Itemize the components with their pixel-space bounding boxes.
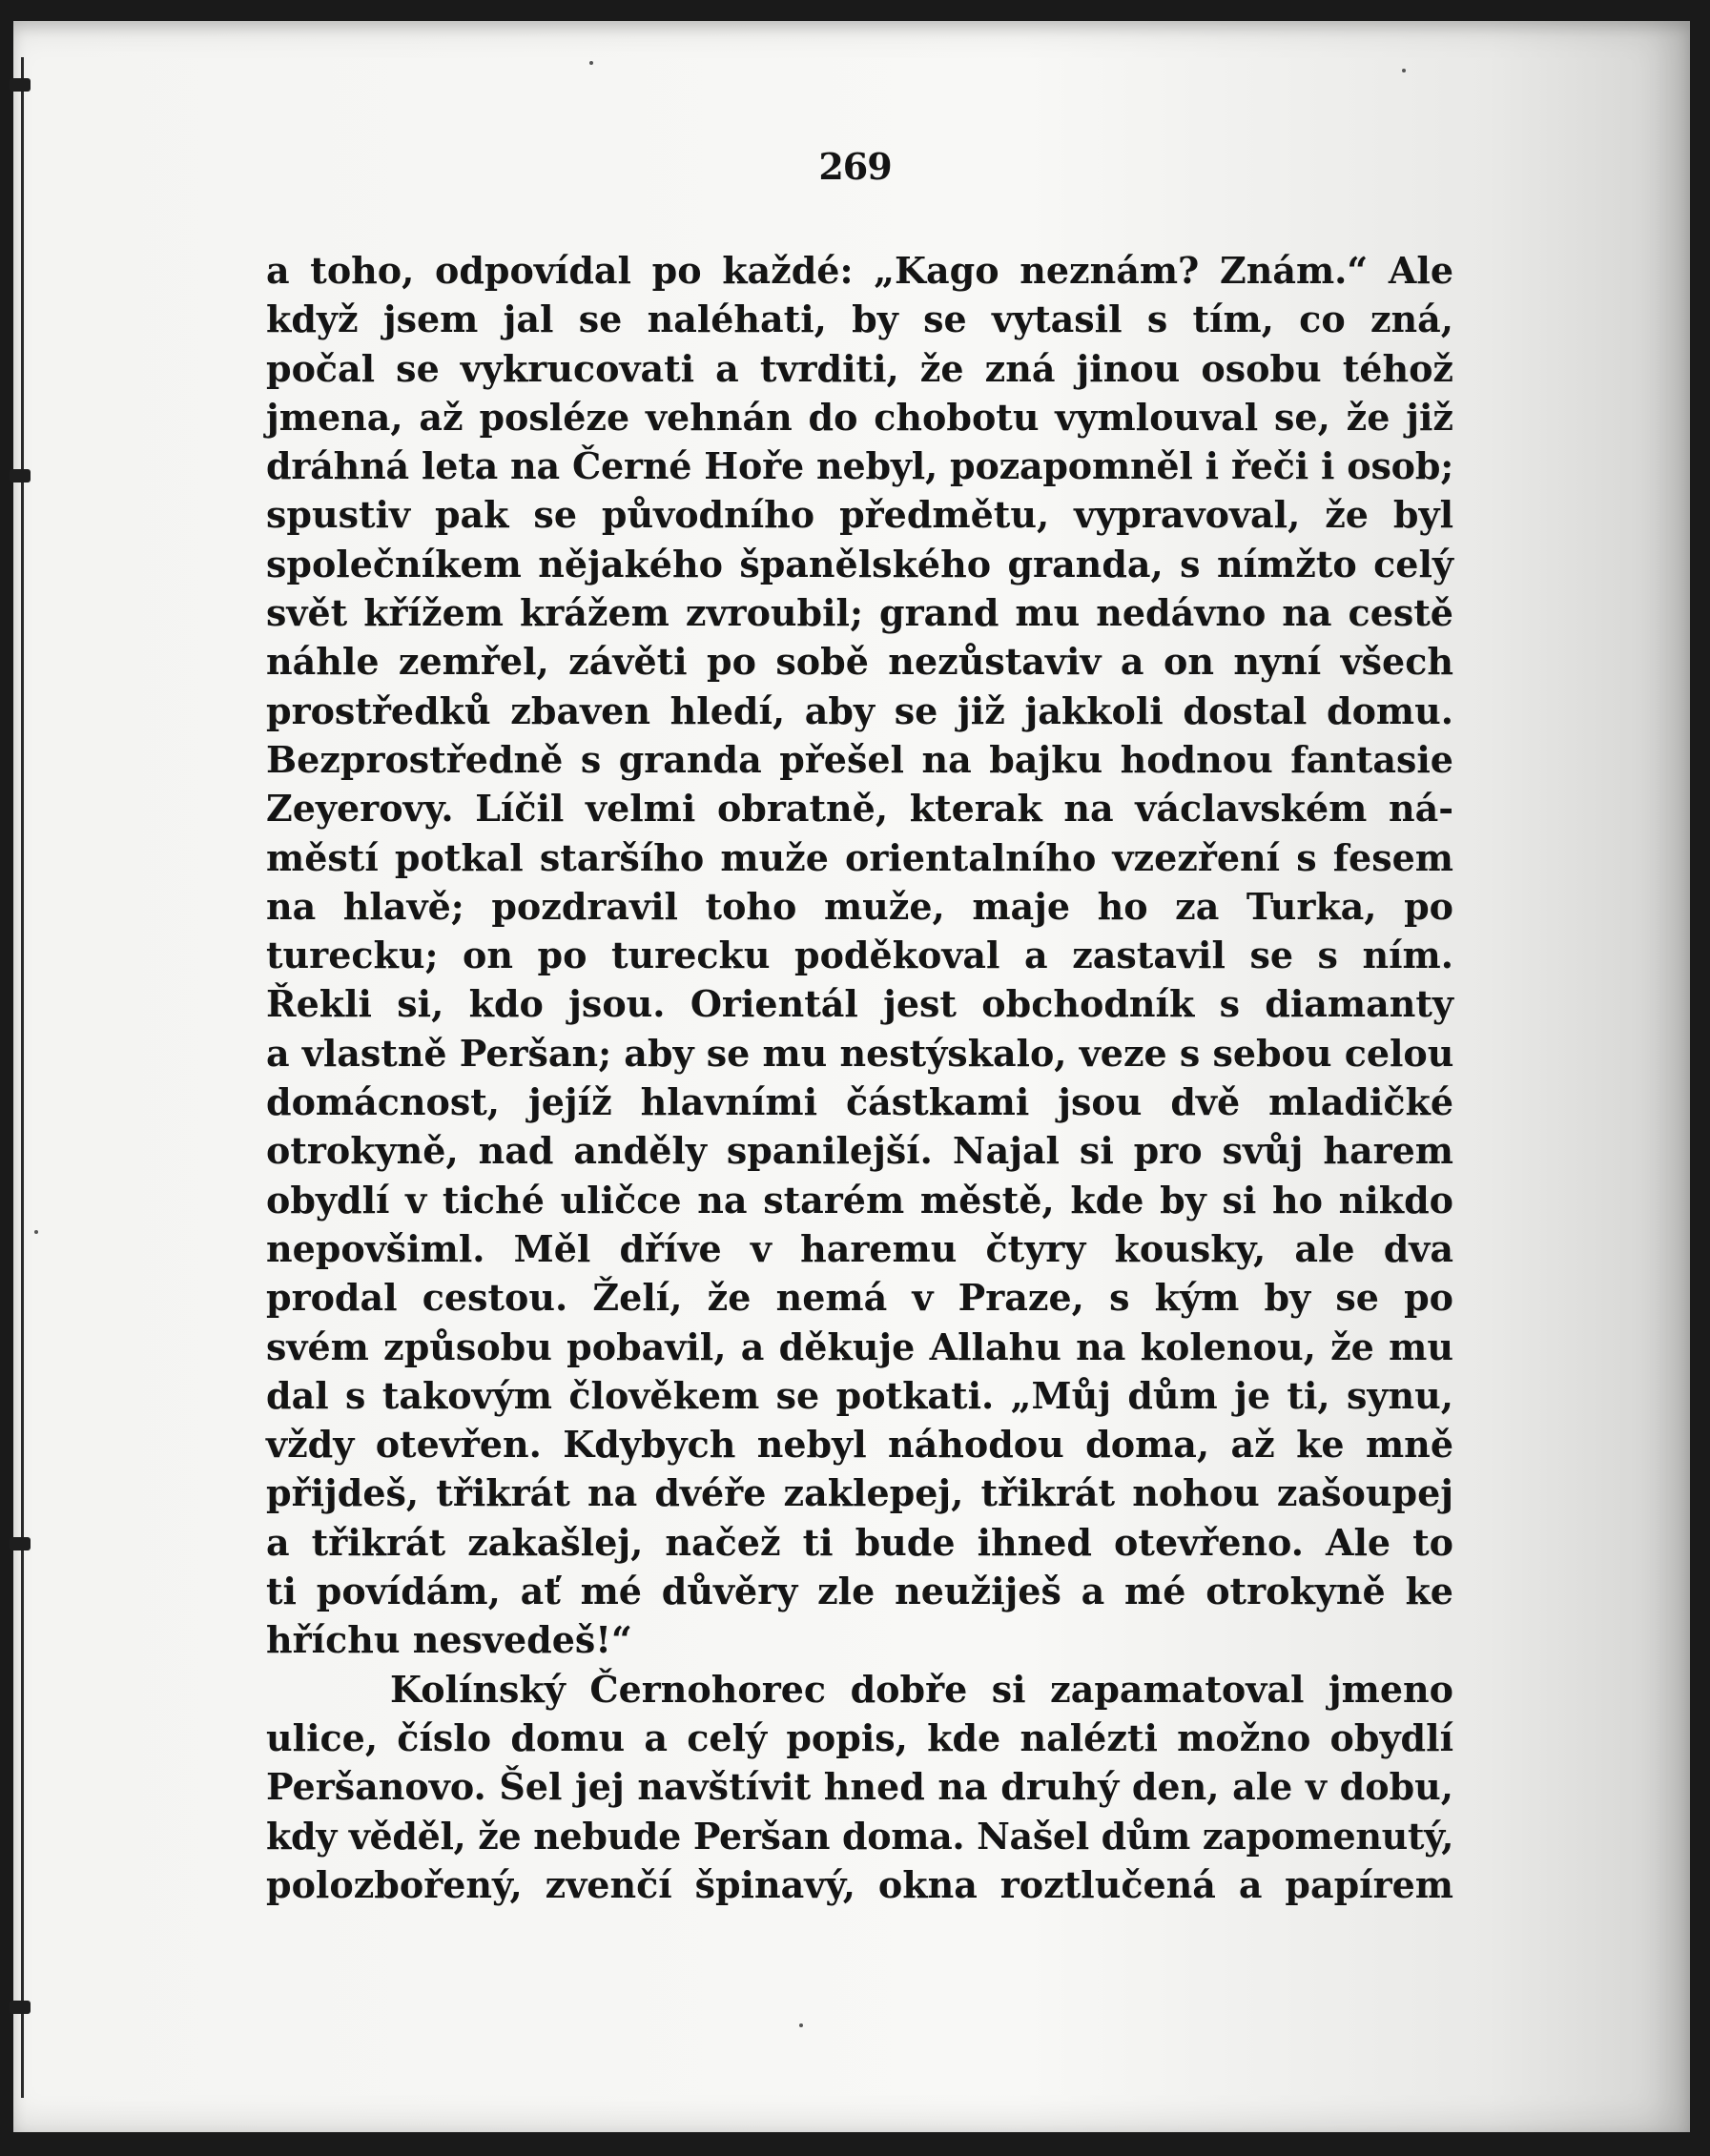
binding-mark [10,78,31,92]
text-line: když jsem jal se naléhati, by se vytasil s tím, co zná, [266,298,1453,341]
text-line: svět křížem krážem zvroubil; grand mu nedávno na cestě [266,591,1453,635]
text-line: Zeyerovy. Líčil velmi obratně, kterak na václavském ná- [266,787,1453,831]
text-line: počal se vykrucovati a tvrditi, že zná jinou osobu téhož [266,346,1453,390]
body-text [266,246,1453,1909]
text-line: Peršanovo. Šel jej navštívit hned na druhý den, ale v dobu, [266,1765,1453,1809]
text-line: ti povídám, ať mé důvěry zle neužiješ a mé otrokyně ke [266,1570,1453,1613]
paper-speck [589,61,593,65]
text-line: polozbořený, zvenčí špinavý, okna roztlučená a papírem [266,1862,1453,1906]
text-line: na hlavě; pozdravil toho muže, maje ho za Turka, po [266,884,1453,928]
text-line: přijdeš, třikrát na dvéře zaklepej, třikrát nohou zašoupej [266,1471,1453,1515]
text-line-indented: Kolínský Černohorec dobře si zapamatoval jmeno [390,1667,1453,1711]
text-line: ulice, číslo domu a celý popis, kde nalézti možno obydlí [266,1715,1453,1759]
text-line: spustiv pak se původního předmětu, vypravoval, že byl [266,493,1453,537]
text-line: domácnost, jejíž hlavními částkami jsou dvě mladičké [266,1080,1453,1124]
text-line: a toho, odpovídal po každé: „Kago neznám? Znám.“ Ale [266,249,1453,292]
text-line: městí potkal staršího muže orientalního vzezření s fesem [266,835,1453,879]
binding-mark [10,2001,31,2014]
paper-speck [34,1230,38,1234]
text-line: a třikrát zakašlej, načež ti bude ihned otevřeno. Ale to [266,1520,1453,1564]
text-line: vždy otevřen. Kdybych nebyl náhodou doma, až ke mně [266,1423,1453,1467]
text-line: a vlastně Peršan; aby se mu nestýskalo, veze s sebou celou [266,1031,1454,1075]
text-line: kdy věděl, že nebude Peršan doma. Našel dům zapomenutý, [266,1814,1454,1858]
text-line: otrokyně, nad anděly spanilejší. Najal si pro svůj harem [266,1129,1453,1173]
page-number: 269 [818,145,892,188]
text-line: svém způsobu pobavil, a děkuje Allahu na kolenou, že mu [266,1324,1453,1368]
binding-mark [10,469,31,483]
text-line: jmena, až posléze vehnán do chobotu vymlouval se, že již [266,395,1453,439]
text-line: společníkem nějakého španělského granda, s nímžto celý [266,542,1453,585]
text-line: turecku; on po turecku poděkoval a zastavil se s ním. [266,934,1453,977]
text-line: prodal cestou. Želí, že nemá v Praze, s kým by se po [266,1276,1453,1320]
text-line: Bezprostředně s granda přešel na bajku hodnou fantasie [266,737,1453,781]
text-line: hříchu nesvedeš!“ [266,1618,632,1662]
binding-edge [21,57,24,2098]
text-line: prostředků zbaven hledí, aby se již jakkoli dostal domu. [266,688,1453,732]
text-line: dráhná leta na Černé Hoře nebyl, pozapomněl i řeči i osob; [266,444,1454,488]
text-line: nepovšiml. Měl dříve v haremu čtyry kousky, ale dva [266,1226,1453,1270]
text-line: náhle zemřel, závěti po sobě nezůstaviv a on nyní všech [266,640,1453,684]
paper-speck [1402,69,1406,72]
binding-mark [10,1537,31,1550]
text-line: Řekli si, kdo jsou. Orientál jest obchodník s diamanty [266,982,1453,1026]
text-line: dal s takovým člověkem se potkati. „Můj dům je ti, synu, [266,1373,1453,1417]
text-line: obydlí v tiché uličce na starém městě, kde by si ho nikdo [266,1178,1453,1222]
paper-speck [799,2023,803,2027]
